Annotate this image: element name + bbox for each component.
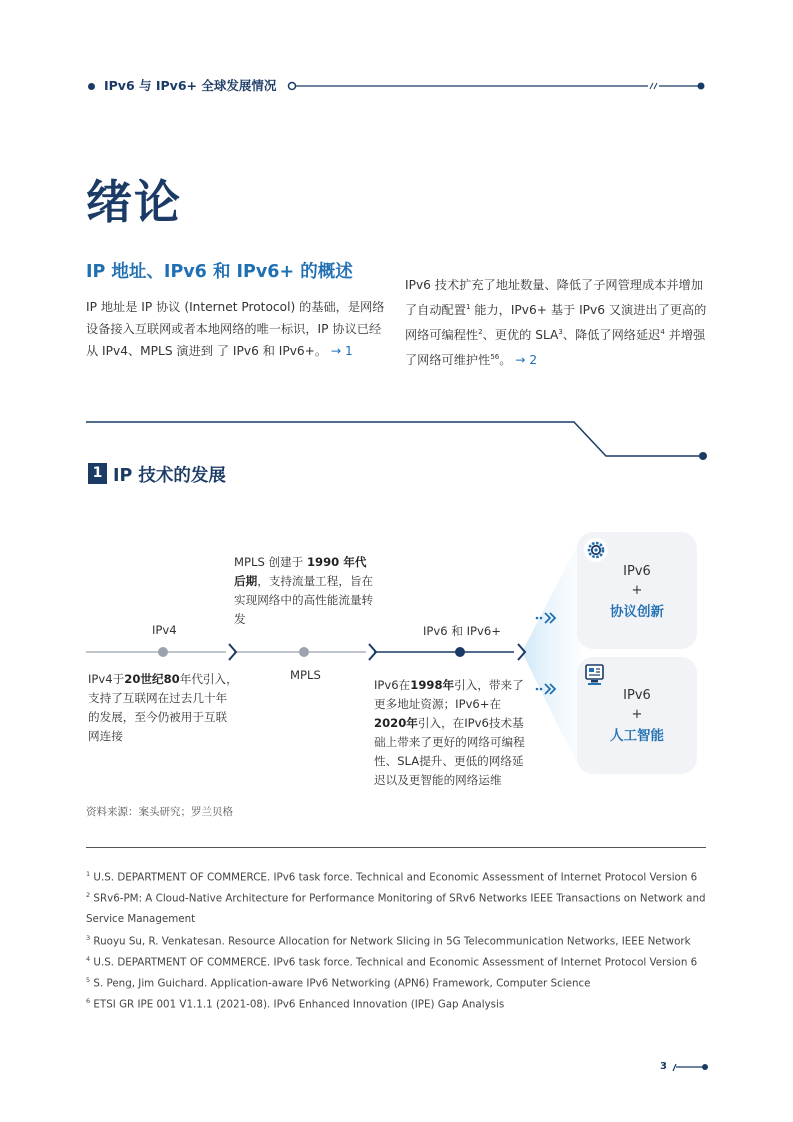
desc-text: MPLS 创建于 (234, 555, 307, 569)
footnote-ref: 3 (558, 328, 563, 337)
ipv6-description (374, 676, 532, 790)
footnote-ref: 56 (490, 353, 500, 362)
chevron-icon (369, 644, 376, 660)
footnote-number: 2 (86, 891, 91, 899)
footnote-number: 1 (86, 870, 91, 878)
card-title: IPv6 (623, 564, 651, 579)
footnote-number: 3 (86, 934, 91, 942)
card-plus: + (631, 707, 643, 722)
footnote-text: Ruoyu Su, R. Venkatesan. Resource Allocation for Network Slicing in 5G Telecommunication Networks, IEEE Network (93, 935, 691, 948)
footnote-ref: 4 (660, 328, 665, 337)
footnote-6 (86, 991, 711, 1015)
desc-emphasis: 2020年 (374, 716, 418, 730)
footnote-rule (86, 847, 706, 848)
ref-link-1[interactable]: → 1 (330, 344, 353, 358)
footnote-text: ETSI GR IPE 001 V1.1.1 (2021-08). IPv6 Enhanced Innovation (IPE) Gap Analysis (93, 998, 505, 1011)
timeline-node-ipv6 (455, 647, 465, 657)
intro-right-text: 能力，IPv6+ 基于 IPv6 又演进出了更高的网络可编程性 (405, 303, 707, 343)
intro-right-text: IPv6 技术扩充了地址数量、降低了子网管理成本并增加了自动配置 (405, 278, 703, 318)
footnote-text: SRv6-PM: A Cloud-Native Architecture for Performance Monitoring of SRv6 Networks IEEE Transactions on Network and Service Management (86, 892, 706, 926)
desc-text: IPv6在 (374, 678, 411, 692)
gear-icon (583, 537, 609, 563)
section-divider (86, 418, 710, 462)
card-title: IPv6 (623, 688, 651, 703)
footnote-ref: 1 (465, 303, 471, 311)
footnote-2 (86, 885, 711, 930)
mpls-description (234, 553, 374, 629)
footnote-number: 5 (86, 976, 91, 984)
header-dot (88, 83, 95, 90)
footnote-text: U.S. DEPARTMENT OF COMMERCE. IPv6 task force. Technical and Economic Assessment of Internet Protocol Version 6 (93, 871, 698, 884)
intro-right-paragraph (405, 274, 710, 371)
page-number: 3 (660, 1061, 667, 1072)
card-protocol-innovation (577, 532, 697, 649)
chevron-icon (518, 644, 525, 660)
card-subtitle: 协议创新 (610, 604, 664, 620)
timeline-label-mpls: MPLS (290, 668, 321, 682)
card-plus: + (631, 583, 643, 598)
intro-right-text: 、降低了网络延迟 (562, 328, 661, 343)
intro-right-text: 并增强了网络可维护性 (405, 328, 706, 368)
ai-computer-icon (583, 662, 609, 688)
desc-text: 引入，在IPv6技术基础上带来了更好的网络可编程性、SLA提升、更低的网络延迟以及更智能的网络运维 (374, 716, 525, 787)
ref-link-2[interactable]: → 2 (515, 353, 538, 368)
section-number: 1 (88, 463, 107, 484)
card-ai (577, 657, 697, 774)
section-subtitle: IP 地址、IPv6 和 IPv6+ 的概述 (86, 262, 353, 282)
ipv4-description (88, 670, 238, 746)
source-note: 资料来源：案头研究；罗兰贝格 (86, 806, 233, 818)
page-title: 绪论 (86, 175, 182, 229)
timeline-node-ipv4 (158, 647, 168, 657)
footnote-text: S. Peng, Jim Guichard. Application-aware IPv6 Networking (APN6) Framework, Computer Science (93, 977, 591, 990)
intro-left-text: IP 地址是 IP 协议 (Internet Protocol) 的基础，是网络设备接入互联网或者本地网络的唯一标识，IP 协议已经从 IPv4、MPLS 演进到 了 IPv6 和 IPv6+。 (86, 300, 385, 358)
desc-emphasis: 20世纪80 (124, 672, 180, 686)
header-rule (286, 80, 706, 92)
timeline-node-mpls (299, 647, 309, 657)
card-subtitle: 人工智能 (610, 728, 664, 744)
footnote-number: 4 (86, 955, 91, 963)
chevron-icon (229, 644, 236, 660)
intro-right-text: 、更优的 SLA (482, 328, 559, 343)
desc-text: 引入，带来了更多地址资源；IPv6+在 (374, 678, 524, 711)
header-title: IPv6 与 IPv6+ 全球发展情况 (104, 78, 277, 93)
desc-emphasis: 1990 年代后期 (234, 555, 367, 588)
desc-text: IPv4于 (88, 672, 125, 686)
section-title: IP 技术的发展 (113, 466, 226, 486)
footnote-number: 6 (86, 997, 91, 1005)
desc-text: ，支持流量工程，旨在实现网络中的高性能流量转发 (234, 574, 374, 626)
desc-emphasis: 1998年 (410, 678, 455, 692)
timeline-label-ipv6: IPv6 和 IPv6+ (423, 624, 501, 638)
page-number-rule (670, 1062, 710, 1072)
footnote-text: U.S. DEPARTMENT OF COMMERCE. IPv6 task force. Technical and Economic Assessment of Internet Protocol Version 6 (93, 956, 698, 969)
footnote-ref: 2 (478, 328, 483, 337)
intro-left-paragraph (86, 296, 386, 362)
timeline-label-ipv4: IPv4 (152, 623, 177, 637)
intro-right-text: 。 (499, 353, 512, 368)
desc-text: 年代引入，支持了互联网在过去几十年的发展，至今仍被用于互联网连接 (88, 672, 238, 743)
